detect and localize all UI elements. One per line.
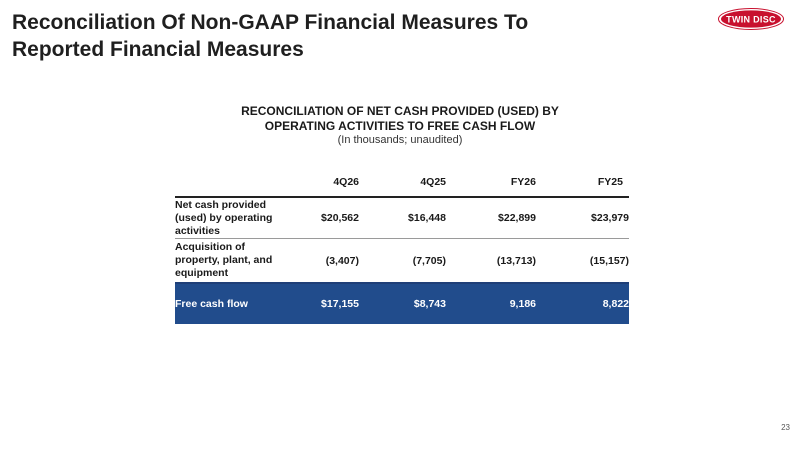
cell-value: (3,407)	[285, 239, 377, 284]
logo-text: TWIN DISC	[726, 14, 776, 25]
header-blank	[175, 168, 285, 197]
cell-value: 9,186	[454, 283, 544, 324]
cell-value: $16,448	[377, 197, 454, 239]
table-row	[175, 197, 629, 239]
cell-value: $20,562	[285, 197, 377, 239]
table-header-row	[175, 168, 629, 197]
row-label-capex: Acquisition of property, plant, and equipment	[175, 239, 285, 284]
twin-disc-logo	[718, 8, 784, 30]
table-row-highlight	[175, 283, 629, 324]
slide-title-line-1: Reconciliation Of Non-GAAP Financial Measures To	[12, 11, 529, 34]
slide-title	[12, 9, 612, 63]
header-4q26: 4Q26	[285, 168, 377, 197]
table-heading-line-1: RECONCILIATION OF NET CASH PROVIDED (USED) BY	[241, 104, 559, 118]
slide-title-line-2: Reported Financial Measures	[12, 38, 304, 61]
cell-value: 8,822	[544, 283, 629, 324]
cell-value: (15,157)	[544, 239, 629, 284]
cell-value: $8,743	[377, 283, 454, 324]
table-heading-units: (In thousands; unaudited)	[337, 134, 463, 146]
row-label-free-cash-flow: Free cash flow	[175, 283, 285, 324]
header-fy25: FY25	[544, 168, 629, 197]
header-fy26: FY26	[454, 168, 544, 197]
header-4q25: 4Q25	[377, 168, 454, 197]
table-row	[175, 239, 629, 284]
row-label-operating-cash: Net cash provided (used) by operating activities	[175, 197, 285, 239]
free-cash-flow-table	[175, 168, 629, 324]
table-heading-line-2: OPERATING ACTIVITIES TO FREE CASH FLOW	[264, 119, 536, 133]
cell-value: $23,979	[544, 197, 629, 239]
cell-value: (13,713)	[454, 239, 544, 284]
cell-value: $17,155	[285, 283, 377, 324]
cell-value: (7,705)	[377, 239, 454, 284]
page-number: 23	[781, 423, 790, 432]
cell-value: $22,899	[454, 197, 544, 239]
